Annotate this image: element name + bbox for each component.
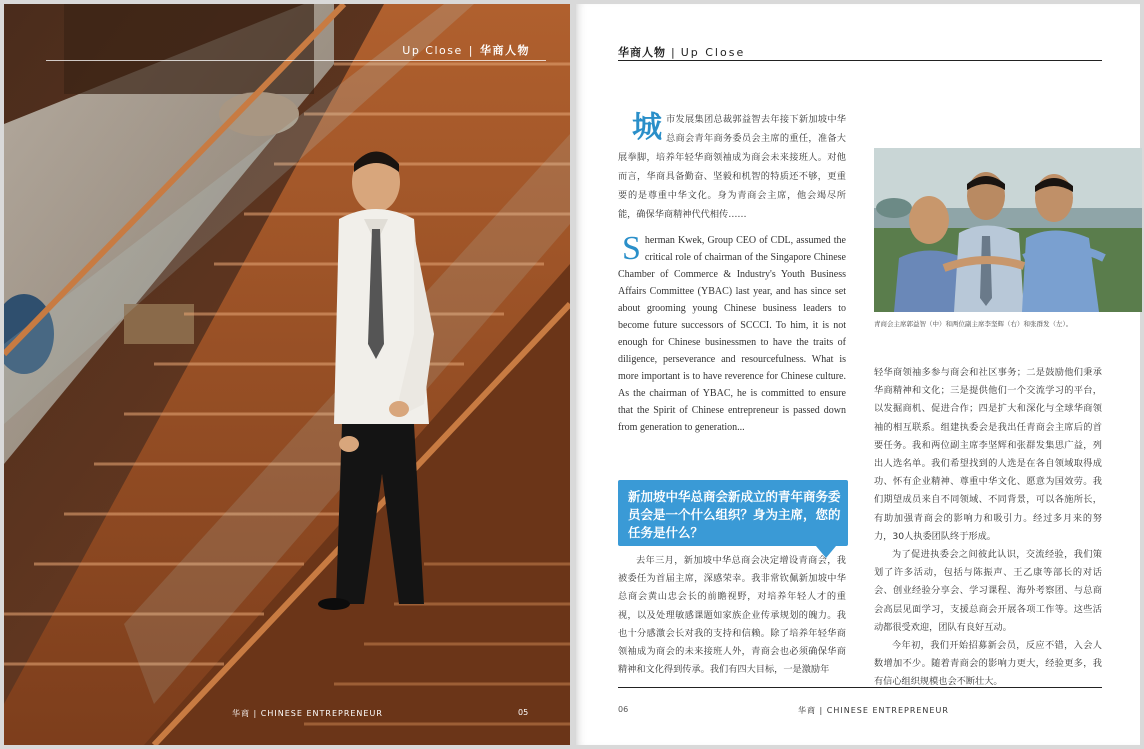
right-page-number: 06 <box>618 705 629 714</box>
intro-chinese-text: 市发展集团总裁郭益智去年接下新加坡中华总商会青年商务委员会主席的重任，准备大展拳脚，培养年轻华商领袖成为商会未来接班人。对他而言，华商具备勤奋、坚毅和机智的特质还不够，更重要的是尊重中华文化。身为青商会主席，他会竭尽所能，确保华商精神代代相传…… <box>618 114 846 220</box>
right-page <box>576 4 1140 745</box>
body-text-right <box>874 364 1102 692</box>
right-page-footer: 华商 | CHINESE ENTREPRENEUR <box>798 706 949 715</box>
header-rule <box>618 60 1102 61</box>
body-paragraph: 今年初，我们开始招募新会员，反应不错，入会人数增加不少。随着青商会的影响力更大，经验更多，我有信心组织规模也会不断壮大。 <box>874 640 1102 688</box>
intro-english-text: herman Kwek, Group CEO of CDL, assumed the critical role of chairman of the Singapore Chinese Chamber of Commerce & Industry's Youth Business Affairs Committee (YBAC) last year, and has since set about grooming young Chinese business leaders to become future successors of SCCCI. To him, it is not enough for Chinese businessmen to have the traits of diligence, perseverance and resourcefulness. What is more important is to have reverence for Chinese culture. As the chairman of YBAC, he is committed to ensure that the Spirit of Chinese entrepreneur is passed down from generation to generation... <box>618 235 846 433</box>
body-paragraph: 为了促进执委会之间彼此认识，交流经验，我们策划了许多活动，包括与陈振声、王乙康等部长的对话会、创业经验分享会、学习课程、海外考察团、与总商会高层见面学习，支援总商会开展各项工作等。这些活动都很受欢迎，团队有良好互动。 <box>874 549 1102 633</box>
interview-question: 新加坡中华总商会新成立的青年商务委员会是一个什么组织？身为主席，您的任务是什么？ <box>628 489 841 540</box>
header-cn: 华商人物 <box>480 44 530 57</box>
body-text-left: 去年三月，新加坡中华总商会决定增设青商会，我被委任为首届主席，深感荣幸。我非常钦佩新加坡中华总商会黄山忠会长的前瞻视野，对培养年轻人才的重视，以及处理敏感课题如家族企业传承规划的魄力。我也十分感激会长对我的支持和信赖。除了培养年轻华商领袖成为商会的未来接班人外，青商会也必须确保华商精神和文化得到传承。我们有四大目标，一是激励年 <box>618 555 846 676</box>
footer-rule <box>618 687 1102 688</box>
header-en: Up Close <box>402 44 463 57</box>
dropcap-chinese: 城 <box>632 110 662 145</box>
header-cn: 华商人物 <box>618 46 666 59</box>
left-page <box>4 4 570 745</box>
header-separator: | <box>468 44 474 57</box>
staircase-portrait-photo <box>4 4 570 745</box>
intro-chinese <box>618 110 846 224</box>
photo-caption: 青商会主席郭益智（中）和两位副主席李坚辉（右）和张群发（左）。 <box>874 320 1073 328</box>
intro-english <box>618 232 846 436</box>
group-photo <box>874 148 1142 312</box>
left-page-footer: 华商 | CHINESE ENTREPRENEUR <box>232 709 383 718</box>
header-en: Up Close <box>680 46 746 59</box>
dropcap-english: S <box>622 230 641 267</box>
interview-question-box <box>618 480 848 546</box>
header-rule <box>46 60 546 61</box>
header-separator: | <box>671 46 676 59</box>
body-paragraph: 轻华商领袖多参与商会和社区事务；二是鼓励他们秉承华商精神和文化；三是提供他们一个交流学习的平台，以发掘商机、促进合作；四是扩大和深化与全球华商领袖的相互联系。组建执委会是我出任青商会主席后的首要任务。我和两位副主席李坚辉和张群发集思广益，列出人选名单。我们希望找到的人选是在各自领域取得成功、怀有企业精神、尊重中华文化、愿意为国效劳。我们期望成员来自不同领域、不同背景，可以各施所长，有助加强青商会的影响力和吸引力。经过多月来的努力，30人执委团队终于形成。 <box>874 367 1102 542</box>
left-page-number: 05 <box>518 708 529 717</box>
right-page-header <box>618 44 745 60</box>
three-men-photo <box>874 148 1142 312</box>
left-page-header <box>402 42 530 58</box>
